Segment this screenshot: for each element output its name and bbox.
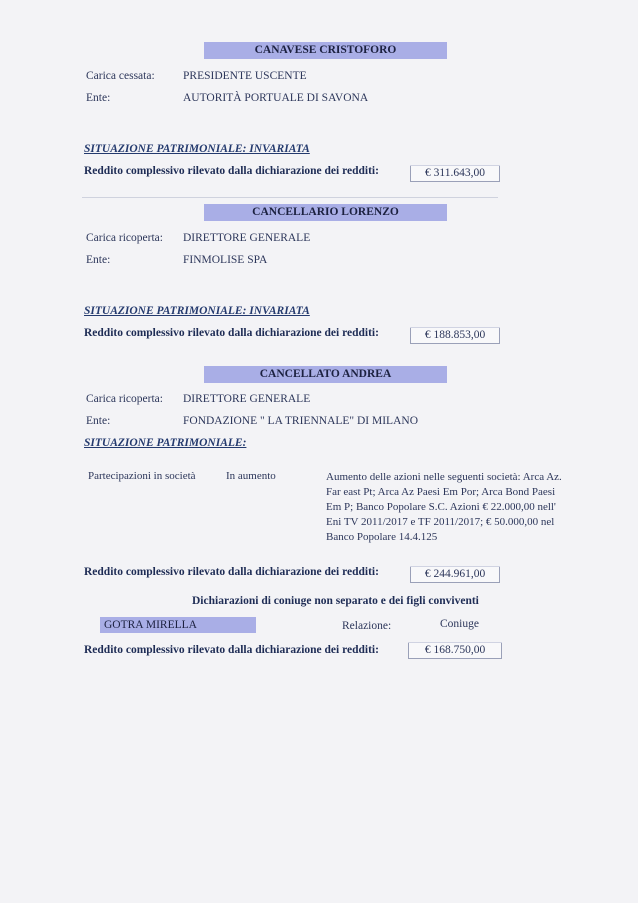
record-1-situazione: SITUAZIONE PATRIMONIALE: INVARIATA xyxy=(84,143,310,155)
record-2-ente-label: Ente: xyxy=(86,254,111,266)
record-2-carica-value: DIRETTORE GENERALE xyxy=(183,232,311,244)
record-1-name-bar: CANAVESE CRISTOFORO xyxy=(204,42,447,59)
record-1-carica-label: Carica cessata: xyxy=(86,70,155,82)
record-2-reddito-label: Reddito complessivo rilevato dalla dichiarazione dei redditi: xyxy=(84,327,379,339)
record-1-carica-value: PRESIDENTE USCENTE xyxy=(183,70,307,82)
record-2-carica-label: Carica ricoperta: xyxy=(86,232,163,244)
relazione-value: Coniuge xyxy=(440,618,479,630)
partecipazioni-status: In aumento xyxy=(226,470,276,482)
coniuge-name-bar: GOTRA MIRELLA xyxy=(100,617,256,633)
record-3-ente-label: Ente: xyxy=(86,415,111,427)
record-1-reddito-label: Reddito complessivo rilevato dalla dichiarazione dei redditi: xyxy=(84,165,379,177)
record-2-ente-value: FINMOLISE SPA xyxy=(183,254,268,266)
relazione-label: Relazione: xyxy=(342,620,392,632)
partecipazioni-detail: Aumento delle azioni nelle seguenti società: Arca Az. Far east Pt; Arca Az Paesi Em Por; Arca Bond Paesi Em P; Banco Popolare S.C. Azioni € 22.000,00 nell' Eni TV 2011/2017 e TF 2011/2017; € 50.000,00 nel Banco Popolare 14.4.125 xyxy=(326,471,562,543)
record-2-reddito-value: € 188.853,00 xyxy=(410,327,500,344)
record-3-reddito-label: Reddito complessivo rilevato dalla dichiarazione dei redditi: xyxy=(84,566,379,578)
record-3-situazione: SITUAZIONE PATRIMONIALE: xyxy=(84,437,247,449)
record-3-name-bar: CANCELLATO ANDREA xyxy=(204,366,447,383)
record-1-ente-value: AUTORITÀ PORTUALE DI SAVONA xyxy=(183,92,369,104)
coniuge-heading: Dichiarazioni di coniuge non separato e dei figli conviventi xyxy=(192,595,479,607)
record-1-ente-label: Ente: xyxy=(86,92,111,104)
record-2-situazione: SITUAZIONE PATRIMONIALE: INVARIATA xyxy=(84,305,310,317)
record-3-ente-value: FONDAZIONE " LA TRIENNALE" DI MILANO xyxy=(183,415,418,427)
coniuge-reddito-label: Reddito complessivo rilevato dalla dichiarazione dei redditi: xyxy=(84,644,379,656)
partecipazioni-label: Partecipazioni in società xyxy=(88,470,196,482)
separator xyxy=(82,197,498,198)
record-1-reddito-value: € 311.643,00 xyxy=(410,165,500,182)
record-3-reddito-value: € 244.961,00 xyxy=(410,566,500,583)
coniuge-reddito-value: € 168.750,00 xyxy=(408,642,502,659)
record-3-carica-label: Carica ricoperta: xyxy=(86,393,163,405)
record-3-carica-value: DIRETTORE GENERALE xyxy=(183,393,311,405)
record-2-name-bar: CANCELLARIO LORENZO xyxy=(204,204,447,221)
